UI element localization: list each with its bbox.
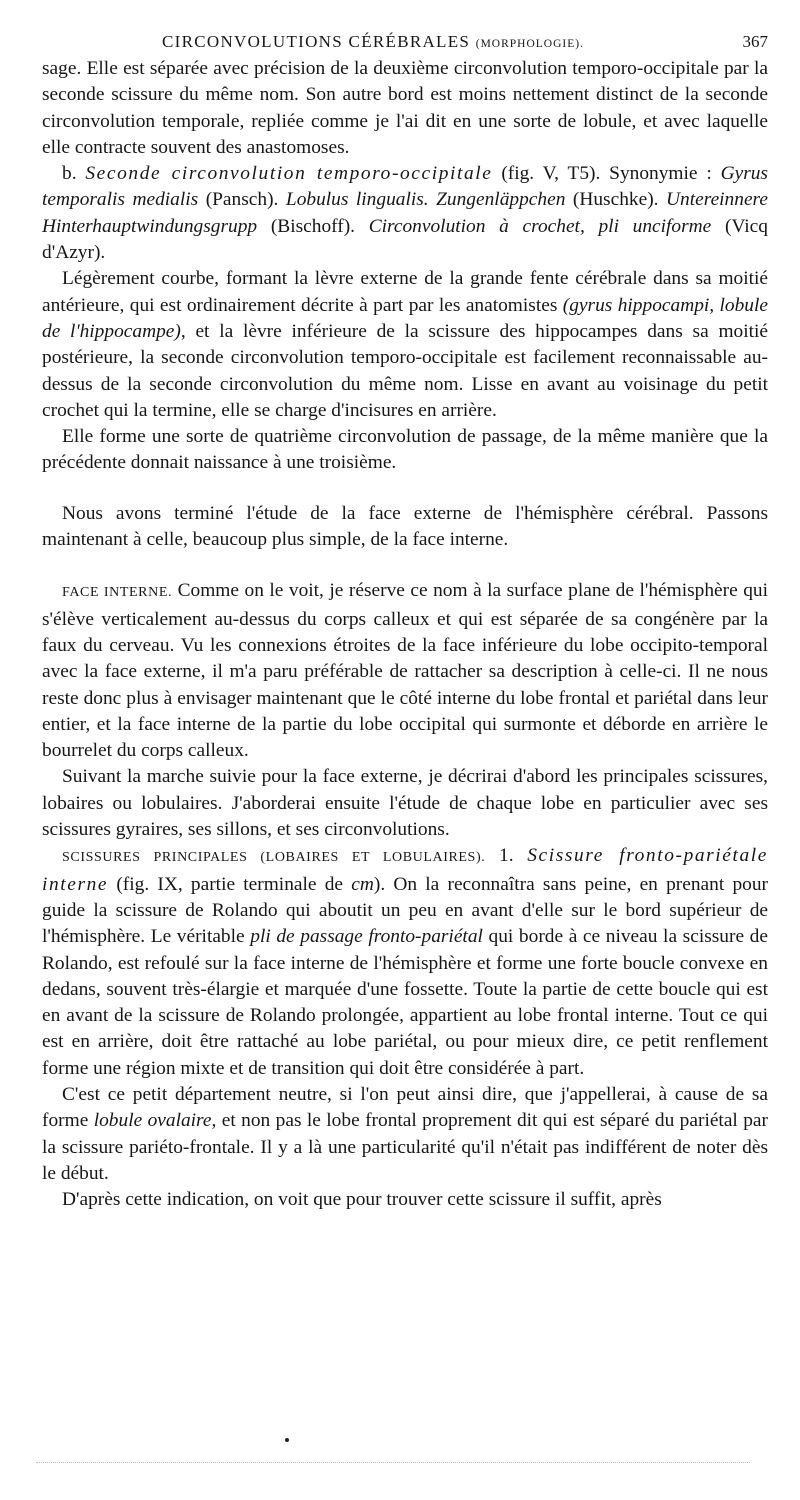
- ink-dot: [285, 1438, 289, 1442]
- running-header: [42, 30, 768, 56]
- paragraph-7: Suivant la marche suivie pour la face externe, je décrirai d'abord les principales scissures, lobaires ou lobulaires. J'aborderai ensuite l'étude de chaque lobe en particulier avec ses scissures gyraires, ses sillons, et ses circonvolutions.: [42, 766, 768, 841]
- paragraph-9: C'est ce petit département neutre, si l'on peut ainsi dire, que j'appellerai, à cause de sa forme lobule ovalaire, et non pas le lobe frontal proprement dit qui est séparé du pariétal par la scissure pariéto-frontale. Il y a là une particularité qu'il n'était pas indifférent de noter dès le début.: [42, 1083, 768, 1184]
- paragraph-4: Elle forme une sorte de quatrième circonvolution de passage, de la même manière que la précédente donnait naissance à une troisième.: [42, 426, 768, 474]
- paragraph-3: Légèrement courbe, formant la lèvre externe de la grande fente cérébrale dans sa moitié antérieure, qui est ordinairement décrite à part par les anatomistes (gyrus hippocampi, lobule de l'hippocampe), et la lèvre inférieure de la scissure des hippocampes dans sa moitié postérieure, la seconde circonvolution temporo-occipitale est facilement reconnaissable au-dessus de la seconde circonvolution du même nom. Lisse en avant au voisinage du petit crochet qui la termine, elle se charge d'incisures en arrière.: [42, 268, 768, 421]
- page-number: 367: [742, 32, 768, 51]
- section-heading-scissure: Scissure fronto-pariétale interne: [42, 845, 768, 895]
- paragraph-8: SCISSURES PRINCIPALES (LOBAIRES ET LOBULAIRES). 1. Scissure fronto-pariétale interne (fig. IX, partie terminale de cm). On la reconnaîtra sans peine, en prenant pour guide la scissure de Rolando qui aboutit un peu en avant d'elle sur le bord supérieur de l'hémisphère. Le véritable pli de passage fronto-pariétal qui borde à ce niveau la scissure de Rolando, est refoulé sur la face interne de l'hémisphère et forme une forte boucle convexe en dedans, souvent très-élargie et marquée d'une fossette. Toute la partie de cette boucle qui est en avant de la scissure de Rolando prolongée, appartient au lobe frontal interne. Tout ce qui est en arrière, doit être rattaché au lobe pariétal, ou pour mieux dire, ce petit renflement forme une région mixte et de transition qui doit être considérée à part.: [42, 845, 768, 1079]
- paragraph-6: FACE INTERNE. Comme on le voit, je réserve ce nom à la surface plane de l'hémisphère qui s'élève verticalement au-dessus du corps calleux et qui est séparée de sa congénère par la faux du cerveau. Vu les connexions étroites de la face inférieure du lobe occipito-temporal avec la face externe, il m'a paru préférable de rattacher sa description à celle-ci. Il ne nous reste donc plus à envisager maintenant que le côté interne du lobe frontal et pariétal dans leur entier, et la face interne de la partie du lobe occipital qui surmonte et déborde en arrière le bourrelet du corps calleux.: [42, 580, 768, 762]
- header-title: CIRCONVOLUTIONS CÉRÉBRALES (MORPHOLOGIE).: [162, 32, 584, 51]
- section-heading: Seconde circonvolution temporo-occipitale: [85, 163, 493, 185]
- section-label-face-interne: FACE INTERNE.: [62, 585, 173, 601]
- paragraph-1: sage. Elle est séparée avec précision de la deuxième circonvolution temporo-occipitale par la seconde scissure du même nom. Son autre bord est moins nettement distinct de la seconde circonvolution temporale, repliée comme je l'ai dit en une sorte de lobule, et avec laquelle elle contracte souvent des anastomoses.: [42, 58, 768, 158]
- header-subtitle: (MORPHOLOGIE).: [475, 38, 584, 50]
- footer-rule: [36, 1462, 750, 1464]
- paragraph-2: b. Seconde circonvolution temporo-occipitale (fig. V, T5). Synonymie : Gyrus temporalis medialis (Pansch). Lobulus lingualis. Zungenläppchen (Huschke). Untereinnere Hinterhauptwindungsgrupp (Bischoff). Circonvolution à crochet, pli unciforme (Vicq d'Azyr).: [42, 163, 768, 264]
- paragraph-5: Nous avons terminé l'étude de la face externe de l'hémisphère cérébral. Passons maintenant à celle, beaucoup plus simple, de la face interne.: [42, 502, 768, 551]
- page: [42, 30, 768, 1213]
- section-label-scissures: SCISSURES PRINCIPALES (LOBAIRES ET LOBULAIRES).: [62, 850, 486, 866]
- paragraph-10: D'après cette indication, on voit que pour trouver cette scissure il suffit, après: [62, 1189, 662, 1211]
